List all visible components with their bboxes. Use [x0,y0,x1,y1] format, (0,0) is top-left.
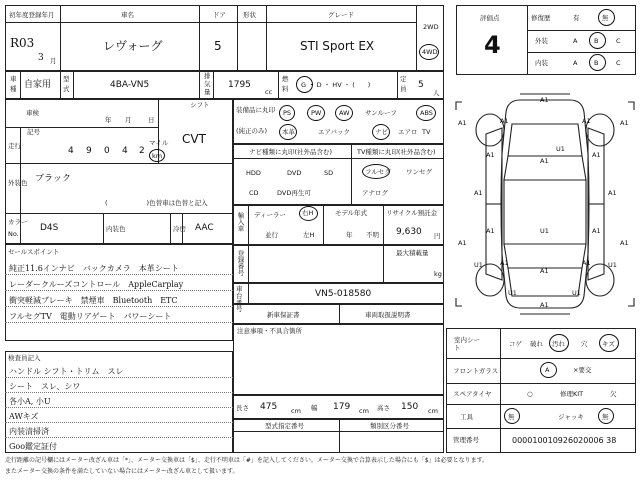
inspection-year: 年 [105,116,112,124]
seat-hole: 穴 [581,340,588,348]
row2-frame [5,71,444,99]
displacement-value: 1795 [228,80,251,90]
cap-label: 定 [400,75,407,83]
ruled-line [5,377,233,378]
divider [383,245,384,283]
glass-a: A [545,366,550,374]
tv-label: TV種類に丸印(社外品含む) [357,148,436,156]
glass-replace: ×要交 [573,366,592,374]
cool-label: 冷房 [173,225,186,233]
car-rear-window [504,244,586,268]
damage-mark: A1 [620,239,629,247]
interior-seat-label: 室内シート [454,336,480,353]
ruled-line [5,407,233,408]
length-label: 長さ [236,404,249,412]
sales-line-1: 純正11.6インナビ バックカメラ 本革シート [9,264,179,273]
front-glass-label: フロントガラス [453,367,499,375]
damage-mark: A1 [540,301,549,309]
equip-navi: ナビ [375,128,388,136]
mileage-digit-1: 4 [68,146,74,156]
divider [199,71,200,99]
inspector-line-1: ハンドル シフト・トリム スレ [9,367,124,376]
tools-label: 工具 [460,413,473,421]
tv-analog: アナログ [362,189,388,197]
divider [5,163,233,164]
equip-aw: AW [339,109,350,117]
navi-dvd: DVD [287,169,302,177]
tv-oneseg: ワンセグ [406,168,432,176]
grade-label: グレード [328,11,354,19]
model-label: 型 [63,75,70,83]
cc-unit: cc [265,88,273,96]
divider [20,163,21,213]
length-value: 475 [260,402,278,412]
int-c: C [616,59,621,67]
equip-leather: 本革 [282,128,295,136]
cool-value: AAC [195,223,214,233]
mileage-digit-3: 0 [104,146,110,156]
inspector-line-2: シート スレ、シワ [9,382,81,391]
divider [20,71,21,99]
disp-label3: 量 [204,88,211,96]
car-name-label: 車名 [121,11,134,19]
damage-mark: A1 [500,259,509,267]
mgmt-label: 管理番号 [453,436,479,444]
divider [527,5,528,75]
inspector-line-3: 各小A, 小U [9,397,51,406]
footer-line-1: 走行距離の記号欄にはメーター改ざん車は「*」、メーター交換車は「$」、走行不明車は「#」を記入してください。メーター交換で合算表示した場合にも「$」は必要となります。 [5,457,489,464]
inspector-label: 検査員記入 [8,354,41,362]
person-unit: 人 [433,89,440,97]
seat-burn: コゲ [509,340,522,348]
import-left: 左H [303,231,315,239]
damage-mark: A1 [474,189,483,197]
divider [446,383,636,384]
inspector-line-5: 内装清掃済 [9,427,49,436]
divider [266,5,267,71]
ext-b: B [594,37,599,45]
model-year-label: モデル年式 [335,209,368,217]
color-code-label: カラー [8,218,28,226]
model-value: 4BA-VN5 [110,80,150,90]
seat-dirt: 汚れ [552,340,565,348]
doors-value: 5 [214,39,222,53]
chassis-value: VN5-018580 [315,289,372,299]
interior-label: 内装 [535,59,548,67]
divider [5,22,416,23]
model-year-unit: 年 [346,231,353,239]
divider [397,71,398,99]
registration-label: 登録番号 [236,250,245,276]
front-bracket-right [628,102,634,110]
divider [170,213,171,244]
mileage-code-label: 記号 [27,128,40,136]
divider [248,283,249,304]
equip-ps: PS [283,109,292,117]
footer-line-2: またメーター交換の条件を満たしていない場合にはメーター改ざん車として扱います。 [5,468,239,475]
damage-mark: U1 [508,289,517,297]
tools-none: 無 [508,413,515,421]
navi-dvdplay: DVD再生可 [277,189,311,197]
damage-mark: A1 [486,151,495,159]
exterior-label: 外装 [535,37,548,45]
damage-mark: A1 [486,227,495,235]
navi-label: ナビ種類に丸印(社外品含む) [249,148,333,156]
sales-line-2: レーダークルーズコントロール AppleCarplay [9,280,184,289]
sales-line-4: フルセグTV 電動リアゲート パワーシート [9,312,172,321]
divider [248,205,249,245]
ruled-line [5,290,233,291]
rear-bracket-left [456,298,462,306]
import-label: 輸入車 [236,212,245,232]
model-label2: 式 [63,85,70,93]
seat-scratch: キズ [602,340,615,348]
divider [5,213,233,214]
int-b: B [594,59,599,67]
equip-aero: エアロ [398,128,418,136]
divider [103,213,104,244]
score-value: 4 [484,31,501,59]
mile-label: マイル [149,139,169,147]
damage-mark: A1 [458,119,467,127]
car-damage-diagram [450,84,640,324]
equipment-label: 装備品に丸印 [236,106,275,114]
divider [446,404,636,405]
model-year-unknown: 不明 [366,231,379,239]
divider [527,30,636,31]
disp-label2: 気 [204,80,211,88]
first-reg-month: 3 [38,53,44,63]
divider [233,431,444,432]
car-roof-outline [501,100,589,308]
equip-tv: TV [422,128,431,136]
recycle-label: リサイクル預託金 [386,209,438,217]
sales-line-3: 衝突軽減ブレーキ 禁煙車 Bluetooth ETC [9,296,178,305]
divider [182,213,183,244]
damage-mark: U1 [572,289,581,297]
first-reg-label: 初年度登録年月 [9,11,55,19]
spare-missing: 欠 [610,390,617,398]
damage-mark: A1 [500,117,509,125]
import-parallel: 並行 [265,231,278,239]
max-load-label: 最大積載量 [396,249,429,257]
damage-mark: A1 [540,157,549,165]
divider [73,71,74,99]
front-bracket-left [456,102,462,110]
damage-mark: U1 [474,261,483,269]
equip-sunroof: サンルーフ [365,109,397,117]
chassis-label: 車台番号 [236,285,243,314]
width-value: 179 [333,402,351,412]
height-unit: cm [428,407,438,415]
repair-label: 修復歴 [531,14,551,22]
damage-mark: A1 [582,117,591,125]
recycle-unit: 円 [434,232,441,240]
capacity-value: 5 [418,80,424,90]
divider [339,419,340,453]
inspection-label: 車検 [26,109,39,117]
divider [278,71,279,99]
mileage-digit-5: 2 [139,146,145,156]
grade-value: STI Sport EX [300,39,375,53]
tv-fullseg: フルセグ [365,168,391,176]
mileage-digit-4: 4 [122,146,128,156]
divider [213,71,214,99]
divider [323,205,324,245]
car-hood [508,124,582,156]
plate-label: 車 [10,75,17,83]
sales-label: セールスポイント [8,248,60,256]
equip-abs: ABS [420,109,433,117]
damage-mark: A1 [592,151,601,159]
damage-mark: A1 [620,119,629,127]
notes-label: 注意事項・不具合箇所 [237,327,302,335]
inspection-month: 月 [125,116,132,124]
drive-4wd: 4WD [422,48,438,56]
km-unit: km [152,152,163,160]
divider [500,328,501,453]
shift-label: シフト [190,101,210,109]
divider [60,71,61,99]
new-warranty: 新車保証書 [267,311,300,319]
ruled-line [5,274,233,275]
cap-label2: 員 [400,85,407,93]
spare-kit: 修理KIT [560,390,584,398]
type-code-label: 型式指定番号 [265,422,304,430]
color-code-label2: No. [8,230,19,238]
damage-mark: A1 [592,227,601,235]
fuel-label: 燃 [282,75,289,83]
recycle-value: 9,630 [396,227,422,237]
jack-label: ジャッキ [558,413,584,421]
divider [233,158,444,159]
color-value: ブラック [35,174,71,184]
mgmt-value: 000010010926020006 38 [512,436,617,445]
equip-pw: PW [311,109,322,117]
shift-value: CVT [182,132,206,146]
inspection-day: 日 [148,116,155,124]
damage-mark: A1 [458,239,467,247]
spare-ok: ○ [527,390,533,398]
navi-hdd: HDD [246,169,261,177]
fuel-label2: 料 [282,85,289,93]
width-label: 幅 [311,404,318,412]
ruled-line [5,422,233,423]
ruled-line [5,392,233,393]
damage-mark: A1 [540,96,549,104]
disp-label: 排 [204,72,211,80]
car-name: レヴォーグ [103,39,163,53]
damage-mark: A1 [582,259,591,267]
mileage-digit-2: 9 [86,146,92,156]
seat-tear: 破れ [530,340,543,348]
mileage-label: 走行 [8,142,21,150]
jack-none: 無 [602,413,609,421]
navi-sd: SD [324,169,334,177]
interior-color-label: 内装色 [106,225,126,233]
month-unit: 月 [50,57,57,65]
spare-label: スペアタイヤ [453,390,492,398]
score-label: 評価点 [480,14,500,22]
divider [383,205,384,245]
color-note: ( )色替車は色替と記入 [105,199,208,207]
plate-label2: 種 [10,85,17,93]
import-right: 右H [302,209,314,217]
divider [199,5,200,71]
divider [60,5,61,71]
divider [527,52,636,53]
drive-2wd: 2WD [423,23,439,31]
equip-airbag: エアバック [318,128,350,136]
int-a: A [573,59,578,67]
use-value: 自家用 [24,80,52,90]
repair-yes: 有 [573,14,580,22]
divider [446,428,636,429]
damage-mark: U1 [608,261,617,269]
divider [339,304,340,324]
width-unit: cm [359,407,369,415]
damage-mark: U1 [556,145,565,153]
sales-frame [5,244,233,341]
class-code-label: 類別区分番号 [370,422,409,430]
ruled-line [5,322,233,323]
height-value: 150 [401,402,419,412]
divider [351,144,352,205]
divider [20,127,21,163]
rear-bracket-right [628,298,634,306]
damage-mark: A1 [608,189,617,197]
ext-c: C [616,37,621,45]
height-label: 高さ [377,404,390,412]
owner-manual: 車両取扱説明書 [365,311,411,319]
ruled-line [5,437,233,438]
first-reg-year: R03 [10,36,35,50]
color-label: 外装色 [8,179,28,187]
navi-cd: CD [249,189,259,197]
ext-a: A [573,37,578,45]
divider [248,245,249,283]
repair-no: 無 [602,14,609,22]
divider [416,5,417,71]
fuel-options: G ・ D ・ HV ・ ( ) [301,81,371,89]
doors-label: ドア [213,11,226,19]
inspector-line-4: AWキズ [9,412,39,421]
max-load-unit: kg [434,270,442,278]
damage-mark: A1 [540,267,549,275]
length-unit: cm [291,407,301,415]
equipment-label2: (純正のみ) [236,127,268,135]
inspector-line-6: Goo鑑定証付 [9,442,58,451]
color-code-value: D4S [40,223,59,233]
ruled-line [5,306,233,307]
import-dealer: ディーラー [254,211,286,219]
shape-label: 形状 [243,11,256,19]
divider [20,213,21,244]
damage-mark: U1 [540,227,549,235]
divider [446,358,636,359]
divider [237,5,238,71]
